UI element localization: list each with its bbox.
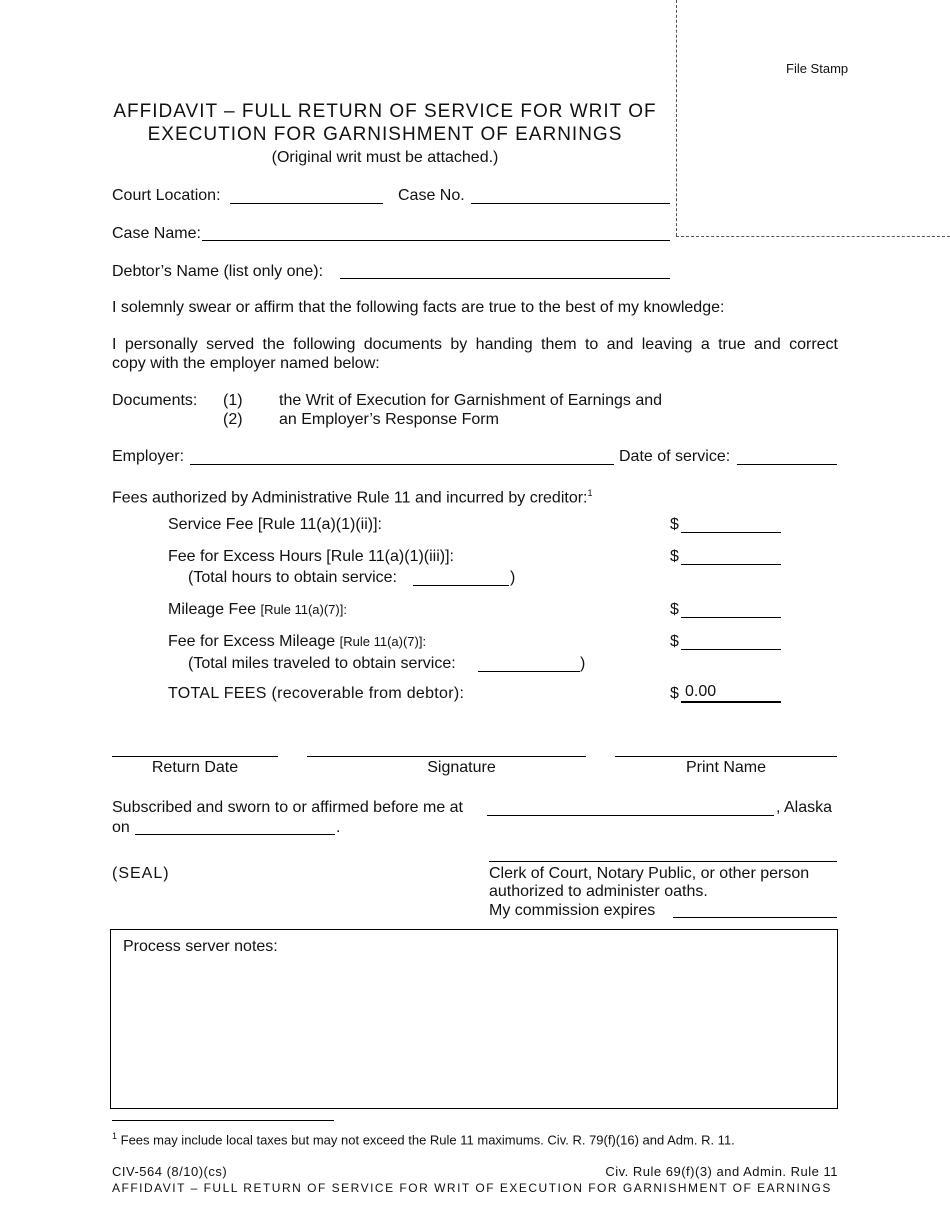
debtor-name-field[interactable]: [340, 278, 670, 279]
fees-footnote-ref: 1: [587, 488, 593, 498]
total-fees-label: TOTAL FEES (recoverable from debtor):: [168, 685, 465, 702]
served-statement-line2: copy with the employer named below:: [112, 355, 380, 372]
case-name-field[interactable]: [202, 240, 670, 241]
document-2-number: (2): [223, 411, 243, 428]
served-statement-line1: I personally served the following documents by handing them to and leaving a true and correct: [112, 336, 838, 353]
mileage-fee-field[interactable]: [681, 617, 781, 618]
total-hours-close: ): [510, 569, 516, 586]
clerk-line1: Clerk of Court, Notary Public, or other person: [489, 865, 810, 882]
process-server-notes-box[interactable]: [110, 929, 838, 1109]
clerk-line2: authorized to administer oaths.: [489, 883, 708, 900]
footer-title: AFFIDAVIT – FULL RETURN OF SERVICE FOR WRIT OF EXECUTION FOR GARNISHMENT OF EARNINGS: [112, 1181, 832, 1195]
total-fees-dollar: $: [670, 685, 679, 702]
print-name-label: Print Name: [685, 759, 767, 776]
file-stamp-label: File Stamp: [786, 61, 849, 76]
service-fee-label: Service Fee [Rule 11(a)(1)(ii)]:: [168, 516, 382, 533]
document-1-text: the Writ of Execution for Garnishment of Earnings and: [279, 392, 663, 409]
total-fees-value: 0.00: [685, 683, 717, 700]
court-location-label: Court Location:: [112, 187, 221, 204]
file-stamp-border-horizontal: [676, 236, 950, 237]
excess-mileage-label: Fee for Excess Mileage [Rule 11(a)(7)]:: [168, 633, 427, 650]
date-of-service-field[interactable]: [737, 464, 837, 465]
clerk-signature-field[interactable]: [489, 861, 837, 862]
service-fee-field[interactable]: [681, 532, 781, 533]
sworn-location-field[interactable]: [487, 815, 774, 816]
signature-field[interactable]: [307, 756, 586, 757]
mileage-fee-dollar: $: [670, 601, 679, 618]
total-miles-close: ): [580, 655, 586, 672]
total-miles-label: (Total miles traveled to obtain service:: [188, 655, 456, 672]
sworn-statement: Subscribed and sworn to or affirmed before me at: [112, 799, 463, 816]
documents-label: Documents:: [112, 392, 198, 409]
swear-statement: I solemnly swear or affirm that the following facts are true to the best of my knowledge:: [112, 299, 725, 316]
form-subtitle: (Original writ must be attached.): [271, 149, 499, 166]
sworn-date-field[interactable]: [135, 834, 335, 835]
footnote-text: $^1$ Fees may include local taxes but may not exceed the Rule 11 maximums. Civ. R. 79(f)(16) and Adm. R. 11.: [112, 1131, 735, 1148]
footer-rule: Civ. Rule 69(f)(3) and Admin. Rule 11: [605, 1164, 838, 1179]
service-fee-dollar: $: [670, 516, 679, 533]
sworn-on-label: on: [112, 819, 130, 836]
process-server-notes-label: Process server notes:: [123, 938, 278, 955]
case-no-field[interactable]: [471, 203, 670, 204]
document-1-number: (1): [223, 392, 243, 409]
sworn-alaska: , Alaska: [776, 799, 833, 816]
return-date-label: Return Date: [151, 759, 239, 776]
court-location-field[interactable]: [230, 203, 383, 204]
total-hours-label: (Total hours to obtain service:: [188, 569, 397, 586]
total-hours-field[interactable]: [413, 585, 509, 586]
form-title-line2: EXECUTION FOR GARNISHMENT OF EARNINGS: [147, 124, 623, 145]
excess-mileage-dollar: $: [670, 633, 679, 650]
footnote-divider: [112, 1120, 334, 1121]
form-title-line1: AFFIDAVIT – FULL RETURN OF SERVICE FOR WRIT OF: [113, 101, 657, 122]
excess-hours-fee-field[interactable]: [681, 564, 781, 565]
print-name-field[interactable]: [615, 756, 837, 757]
mileage-fee-label: Mileage Fee [Rule 11(a)(7)]:: [168, 601, 347, 618]
document-2-text: an Employer’s Response Form: [279, 411, 499, 428]
excess-mileage-fee-field[interactable]: [681, 649, 781, 650]
excess-hours-dollar: $: [670, 548, 679, 565]
footer-form-id: CIV-564 (8/10)(cs): [112, 1164, 228, 1179]
commission-expires-label: My commission expires: [489, 902, 656, 919]
debtor-name-label: Debtor’s Name (list only one):: [112, 263, 324, 280]
employer-label: Employer:: [112, 448, 185, 465]
sworn-period: .: [336, 819, 341, 836]
total-miles-field[interactable]: [478, 671, 580, 672]
seal-label: (SEAL): [112, 865, 170, 882]
file-stamp-border-vertical: [676, 0, 677, 236]
case-name-label: Case Name:: [112, 225, 201, 242]
commission-expires-field[interactable]: [673, 917, 837, 918]
return-date-field[interactable]: [112, 756, 278, 757]
employer-field[interactable]: [190, 464, 614, 465]
fees-intro: Fees authorized by Administrative Rule 11 and incurred by creditor:$^1$: [112, 488, 593, 507]
date-of-service-label: Date of service:: [619, 448, 731, 465]
case-no-label: Case No.: [398, 187, 465, 204]
total-fees-field[interactable]: [681, 682, 781, 703]
excess-hours-label: Fee for Excess Hours [Rule 11(a)(1)(iii)]:: [168, 548, 454, 565]
signature-label: Signature: [427, 759, 496, 776]
